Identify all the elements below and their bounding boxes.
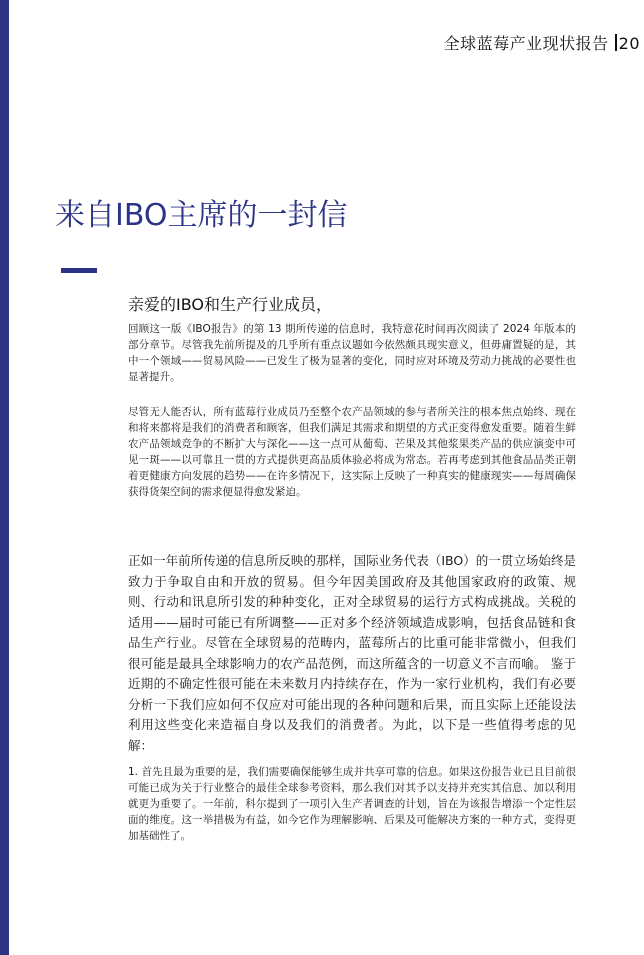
letter-paragraph-3: 正如一年前所传递的信息所反映的那样，国际业务代表（IBO）的一贯立场始终是致力于争取自由和开放的贸易。但今年因美国政府及其他国家政府的政策、规则、行动和讯息所引发的种种变化，正对全球贸易的运行方式构成挑战。关税的适用——届时可能已有所调整——正对多个经济领域造成影响，包括食品链和食品生产行业。尽管在全球贸易的范畴内，蓝莓所占的比重可能非常微小，但我们很可能是最具全球影响力的农产品范例，而这所蕴含的一切意义不言而喻。 鉴于近期的不确定性很可能在未来数月内持续存在，作为一家行业机构，我们有必要分析一下我们应如何不仅应对可能出现的各种问题和后果，而且实际上还能设法利用这些变化来造福自身以及我们的消费者。为此，以下是一些值得考虑的见解：	[128, 553, 576, 753]
header-separator	[615, 34, 617, 51]
report-header	[444, 31, 640, 54]
report-title: 全球蓝莓产业现状报告	[443, 34, 609, 53]
left-accent-bar	[0, 0, 9, 955]
letter-paragraph-1: 回顾这一版《IBO报告》的第 13 期所传递的信息时，我特意花时间再次阅读了 2024 年版本的部分章节。尽管我先前所提及的几乎所有重点议题如今依然颇具现实意义，但毋庸置疑的是，其中一个领域——贸易风险——已发生了极为显著的变化，同时应对环境及劳动力挑战的必要性也显著提升。	[128, 323, 576, 383]
letter-paragraph-4: 1. 首先且最为重要的是，我们需要确保能够生成并共享可靠的信息。如果这份报告业已且目前很可能已成为关于行业整合的最佳全球参考资料，那么我们对其予以支持并充实其信息、加以利用就更为重要了。一年前，科尔提到了一项引入生产者调查的计划，旨在为该报告增添一个定性层面的维度。这一举措极为有益，如今它作为理解影响、后果及可能解决方案的一种方式，变得更加基础性了。	[128, 766, 576, 842]
title-underline-dash	[61, 268, 97, 273]
page-title: 来自IBO主席的一封信	[55, 198, 348, 233]
page-number: 20	[618, 34, 640, 53]
letter-salutation: 亲爱的IBO和生产行业成员，	[128, 295, 333, 314]
letter-paragraph-2: 尽管无人能否认，所有蓝莓行业成员乃至整个农产品领域的参与者所关注的根本焦点始终、现在和将来都将是我们的消费者和顾客，但我们满足其需求和期望的方式正变得愈发重要。随着生鲜农产品领域竞争的不断扩大与深化——这一点可从葡萄、芒果及其他浆果类产品的供应演变中可见一斑——以可靠且一贯的方式提供更高品质体验必将成为常态。若再考虑到其他食品品类正朝着更健康方向发展的趋势——在许多情况下，这实际上反映了一种真实的健康现实——每周确保获得货架空间的需求便显得愈发紧迫。	[128, 406, 576, 498]
